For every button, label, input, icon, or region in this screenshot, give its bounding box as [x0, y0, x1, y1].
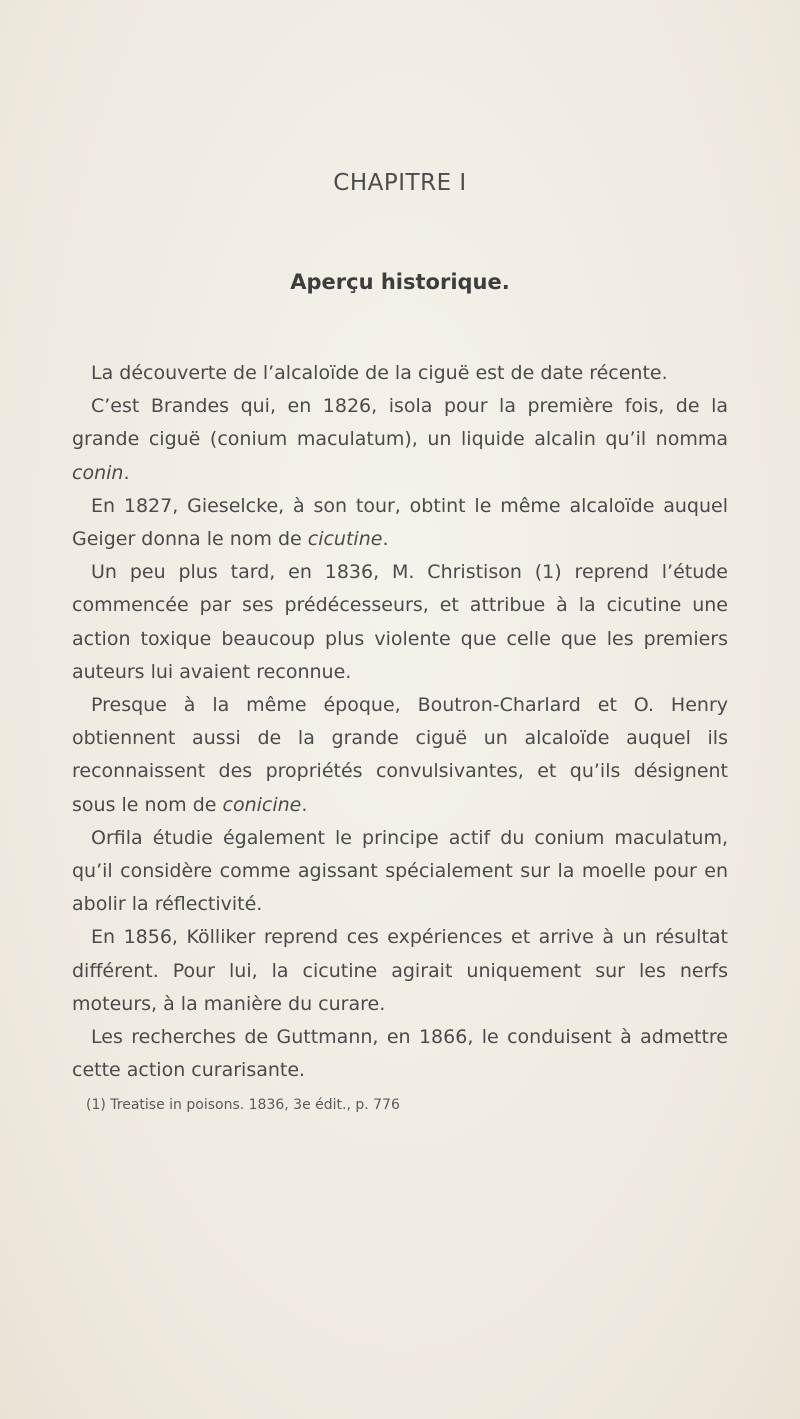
paragraph: [72, 822, 728, 922]
paragraph-text: .: [301, 793, 308, 816]
paragraph: [72, 556, 728, 689]
footnote: (1) Treatise in poisons. 1836, 3e édit., p. 776: [86, 1097, 400, 1113]
paragraph-text: Presque à la même époque, Boutron-Charlard et O. Henry obtiennent aussi de la grande ciguë un alcaloïde auquel ils reconnaissent des propriétés convulsivantes, et qu’ils désignent sous le nom de: [72, 694, 728, 816]
italic-term: conin: [72, 461, 124, 484]
paragraph-text: Un peu plus tard, en 1836, M. Christison (1) reprend l’étude commencée par ses prédécesseurs, et attribue à la cicutine une action toxique beaucoup plus violente que celle que les premiers auteurs lui avaient reconnue.: [72, 561, 728, 683]
paragraph-text: C’est Brandes qui, en 1826, isola pour la première fois, de la grande ciguë (conium maculatum), un liquide alcalin qu’il nomma: [72, 395, 728, 451]
italic-term: conicine: [222, 793, 302, 816]
paragraph-text: En 1827, Gieselcke, à son tour, obtint le même alcaloïde auquel Geiger donna le nom de: [72, 494, 728, 551]
paragraph: [72, 357, 728, 390]
paragraph-text: .: [382, 528, 389, 551]
body-text: [72, 357, 728, 1087]
paragraph: [72, 1021, 728, 1087]
paragraph: [72, 490, 728, 556]
paragraph: [72, 689, 728, 822]
paragraph-text: .: [123, 461, 130, 484]
paragraph-text: Les recherches de Guttmann, en 1866, le conduisent à admettre cette action curarisante.: [72, 1026, 728, 1082]
paragraph-text: En 1856, Kölliker reprend ces expériences et arrive à un résultat différent. Pour lui, la cicutine agirait uniquement sur les nerfs moteurs, à la manière du curare.: [72, 926, 728, 1015]
paragraph-text: Orfila étudie également le principe actif du conium maculatum, qu’il considère comme agissant spécialement sur la moelle pour en abolir la réflectivité.: [72, 826, 728, 916]
section-title: Aperçu historique.: [290, 270, 510, 294]
italic-term: cicutine: [307, 528, 383, 551]
paragraph: [72, 390, 728, 490]
chapter-heading: CHAPITRE I: [333, 170, 467, 196]
paragraph-text: La découverte de l’alcaloïde de la ciguë est de date récente.: [91, 362, 668, 384]
paragraph: [72, 921, 728, 1021]
